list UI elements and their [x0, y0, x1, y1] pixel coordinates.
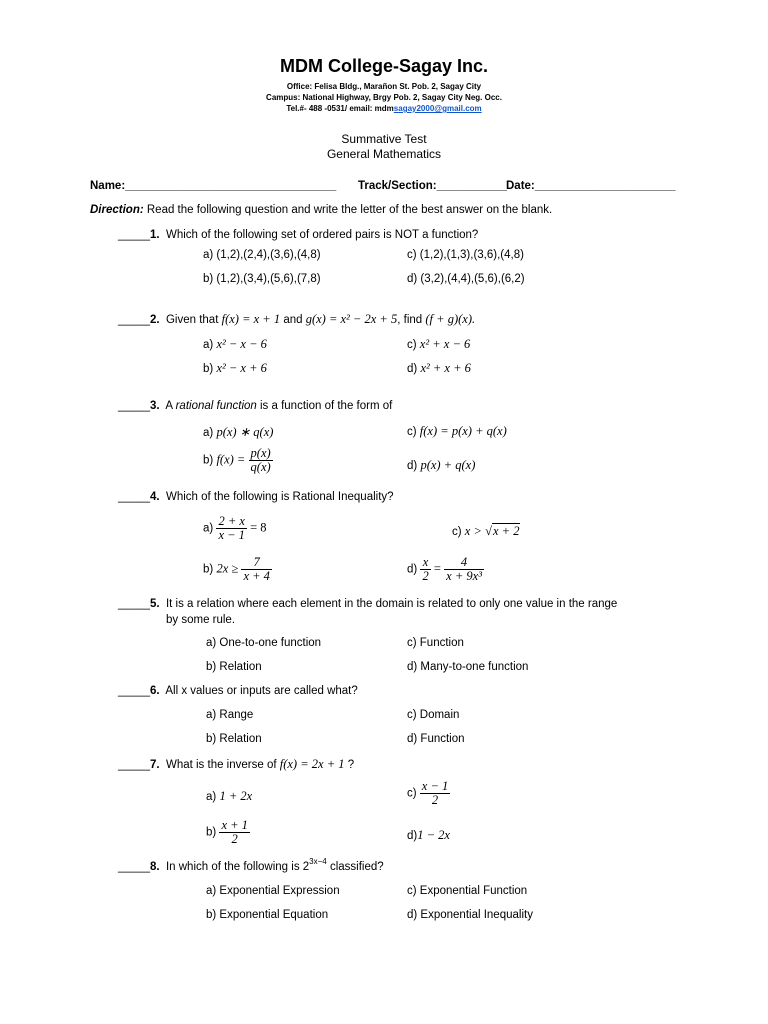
- direction-text: Read the following question and write the letter of the best answer on the blank.: [143, 204, 553, 216]
- contact-text: Tel.#- 488 -0531/ email: mdm: [286, 104, 394, 113]
- denominator: x + 4: [243, 569, 270, 583]
- answer-blank[interactable]: _____: [118, 861, 150, 873]
- option-math: x² − x + 6: [216, 361, 267, 375]
- option-label: b): [203, 563, 214, 576]
- option-label: a): [203, 339, 214, 351]
- answer-blank[interactable]: _____: [118, 685, 150, 697]
- question-8: [118, 857, 384, 873]
- contact-line: [0, 104, 768, 113]
- option-label: c): [407, 339, 417, 351]
- question-number: 4.: [149, 491, 160, 503]
- answer-blank[interactable]: _____: [118, 400, 150, 412]
- denominator: 2: [422, 569, 429, 583]
- question-1: [118, 229, 478, 241]
- numerator: x: [420, 556, 430, 570]
- g-definition: g(x) = x² − 2x + 5: [305, 312, 398, 326]
- question-number: 1.: [149, 229, 160, 241]
- question-text-2: and: [283, 314, 303, 326]
- denominator: 2: [231, 832, 238, 846]
- f-definition: f(x) = 2x + 1: [279, 757, 345, 771]
- q7-option-b: [206, 819, 250, 846]
- question-text-1: It is a relation where each element in the domain is related to only one value in the range: [165, 598, 618, 610]
- fraction: [216, 515, 246, 542]
- office-address: Office: Felisa Bldg., Marañon St. Pob. 2, Sagay City: [286, 82, 482, 91]
- q6-option-c: c) Domain: [407, 709, 460, 721]
- sqrt-icon: √: [485, 524, 492, 538]
- option-label: d): [407, 460, 418, 472]
- direction-label: Direction:: [90, 204, 144, 216]
- option-math: p(x) + q(x): [420, 458, 476, 472]
- q2-option-d: [407, 361, 471, 376]
- question-number: 7.: [149, 759, 160, 771]
- name-field[interactable]: Name:_________________________________: [90, 180, 337, 192]
- option-math: x² − x − 6: [216, 337, 267, 351]
- option-math: f(x) =: [216, 452, 246, 467]
- question-number: 5.: [149, 598, 160, 610]
- q1-option-d: d) (3,2),(4,4),(5,6),(6,2): [407, 273, 525, 285]
- question-5: [118, 598, 617, 610]
- f-definition: f(x) = x + 1: [221, 312, 281, 326]
- option-label: d): [407, 363, 418, 375]
- q3-option-c: [407, 424, 507, 439]
- q8-option-a: a) Exponential Expression: [206, 885, 340, 897]
- option-math: x >: [464, 524, 482, 538]
- question-7: [118, 757, 354, 772]
- q6-option-a: a) Range: [206, 709, 254, 721]
- option-math: 1 − 2x: [417, 828, 450, 842]
- question-text: Which of the following set of ordered pairs is NOT a function?: [165, 229, 479, 241]
- option-label: a): [203, 522, 214, 535]
- question-text-2: classified?: [326, 861, 384, 873]
- question-3: [118, 400, 392, 412]
- option-math: x² + x − 6: [419, 337, 471, 351]
- direction: [90, 204, 552, 216]
- numerator: 2 + x: [218, 514, 245, 528]
- option-label: b): [206, 826, 217, 839]
- test-title: Summative Test: [341, 132, 427, 146]
- question-text-1: What is the inverse of: [165, 759, 277, 771]
- option-label: a): [206, 791, 217, 803]
- fraction: [249, 447, 273, 474]
- track-field[interactable]: Track/Section:___________: [358, 180, 507, 192]
- denominator: x + 9x³: [446, 569, 482, 583]
- answer-blank[interactable]: _____: [118, 314, 150, 326]
- question-5-continued: by some rule.: [166, 614, 236, 626]
- option-label: d): [407, 563, 418, 576]
- q4-option-d: [407, 556, 484, 583]
- q5-option-d: d) Many-to-one function: [407, 661, 529, 673]
- target-expression: (f + g)(x).: [425, 312, 476, 326]
- question-text-2: ?: [344, 759, 355, 771]
- campus-address: Campus: National Highway, Brgy Pob. 2, Sagay City Neg. Occ.: [266, 93, 502, 102]
- q2-option-c: [407, 337, 470, 352]
- option-label: c): [407, 787, 417, 800]
- answer-blank[interactable]: _____: [118, 491, 150, 503]
- option-math: 1 + 2x: [219, 789, 253, 803]
- fraction: [444, 556, 484, 583]
- q4-option-a: [203, 515, 267, 542]
- question-number: 2.: [149, 314, 160, 326]
- fraction: [219, 819, 249, 846]
- school-name: MDM College-Sagay Inc.: [279, 56, 489, 76]
- equals-sign: =: [433, 561, 441, 576]
- question-text-3: , find: [397, 314, 423, 326]
- question-number: 8.: [149, 861, 160, 873]
- q8-option-b: b) Exponential Equation: [206, 909, 329, 921]
- q2-option-a: [203, 337, 267, 352]
- numerator: 7: [241, 556, 271, 570]
- radicand: x + 2: [492, 524, 520, 538]
- fraction: [420, 780, 450, 807]
- denominator: q(x): [250, 460, 271, 474]
- question-4: [118, 491, 394, 503]
- test-subject: General Mathematics: [326, 147, 442, 161]
- q5-option-c: c) Function: [407, 637, 464, 649]
- denominator: x − 1: [218, 528, 245, 542]
- q7-option-a: [206, 789, 252, 804]
- question-number: 3.: [149, 400, 160, 412]
- numerator: p(x): [250, 446, 271, 460]
- q6-option-d: d) Function: [407, 733, 465, 745]
- question-text-1: A: [165, 400, 173, 412]
- q7-option-d: [407, 828, 450, 843]
- q4-option-c: [452, 524, 520, 539]
- denominator: 2: [431, 793, 439, 807]
- question-text-1: In which of the following is 2: [165, 861, 310, 873]
- q1-option-c: c) (1,2),(1,3),(3,6),(4,8): [407, 249, 524, 261]
- option-label: a): [203, 427, 214, 439]
- question-2: [118, 312, 475, 327]
- answer-blank[interactable]: _____: [118, 229, 150, 241]
- option-label: c): [452, 526, 462, 538]
- question-text-1: Given that: [165, 314, 219, 326]
- q3-option-b: [203, 447, 273, 474]
- q1-option-b: b) (1,2),(3,4),(5,6),(7,8): [203, 273, 321, 285]
- question-text: All x values or inputs are called what?: [165, 685, 358, 697]
- option-math: 2x ≥: [216, 561, 239, 576]
- option-math: = 8: [250, 520, 267, 535]
- option-math: f(x) = p(x) + q(x): [419, 424, 507, 438]
- option-label: d): [407, 830, 418, 842]
- q2-option-b: [203, 361, 267, 376]
- option-math: p(x) ∗ q(x): [216, 425, 274, 439]
- question-emphasis: rational function: [175, 400, 257, 412]
- exponent: 3x−4: [309, 857, 327, 866]
- q3-option-d: [407, 458, 475, 473]
- numerator: 4: [444, 556, 484, 570]
- question-text: Which of the following is Rational Inequality?: [165, 491, 394, 503]
- option-label: c): [407, 426, 417, 438]
- answer-blank[interactable]: _____: [118, 759, 150, 771]
- q4-option-b: [203, 556, 272, 583]
- option-math: x² + x + 6: [420, 361, 471, 375]
- fraction: [420, 556, 430, 583]
- question-text-2: is a function of the form of: [260, 400, 393, 412]
- option-label: b): [203, 363, 214, 375]
- q7-option-c: [407, 780, 450, 807]
- q5-option-a: a) One-to-one function: [206, 637, 322, 649]
- q5-option-b: b) Relation: [206, 661, 262, 673]
- fraction: [241, 556, 271, 583]
- email-link[interactable]: sagay2000@gmail.com: [393, 104, 482, 113]
- q8-option-d: d) Exponential Inequality: [407, 909, 533, 921]
- option-label: b): [203, 454, 214, 467]
- numerator: x + 1: [221, 818, 248, 832]
- q1-option-a: a) (1,2),(2,4),(3,6),(4,8): [203, 249, 321, 261]
- question-6: [118, 685, 358, 697]
- date-field[interactable]: Date:______________________: [506, 180, 676, 192]
- q6-option-b: b) Relation: [206, 733, 262, 745]
- q3-option-a: [203, 424, 273, 440]
- q8-option-c: c) Exponential Function: [407, 885, 528, 897]
- numerator: x − 1: [421, 779, 449, 793]
- answer-blank[interactable]: _____: [118, 598, 150, 610]
- question-number: 6.: [149, 685, 160, 697]
